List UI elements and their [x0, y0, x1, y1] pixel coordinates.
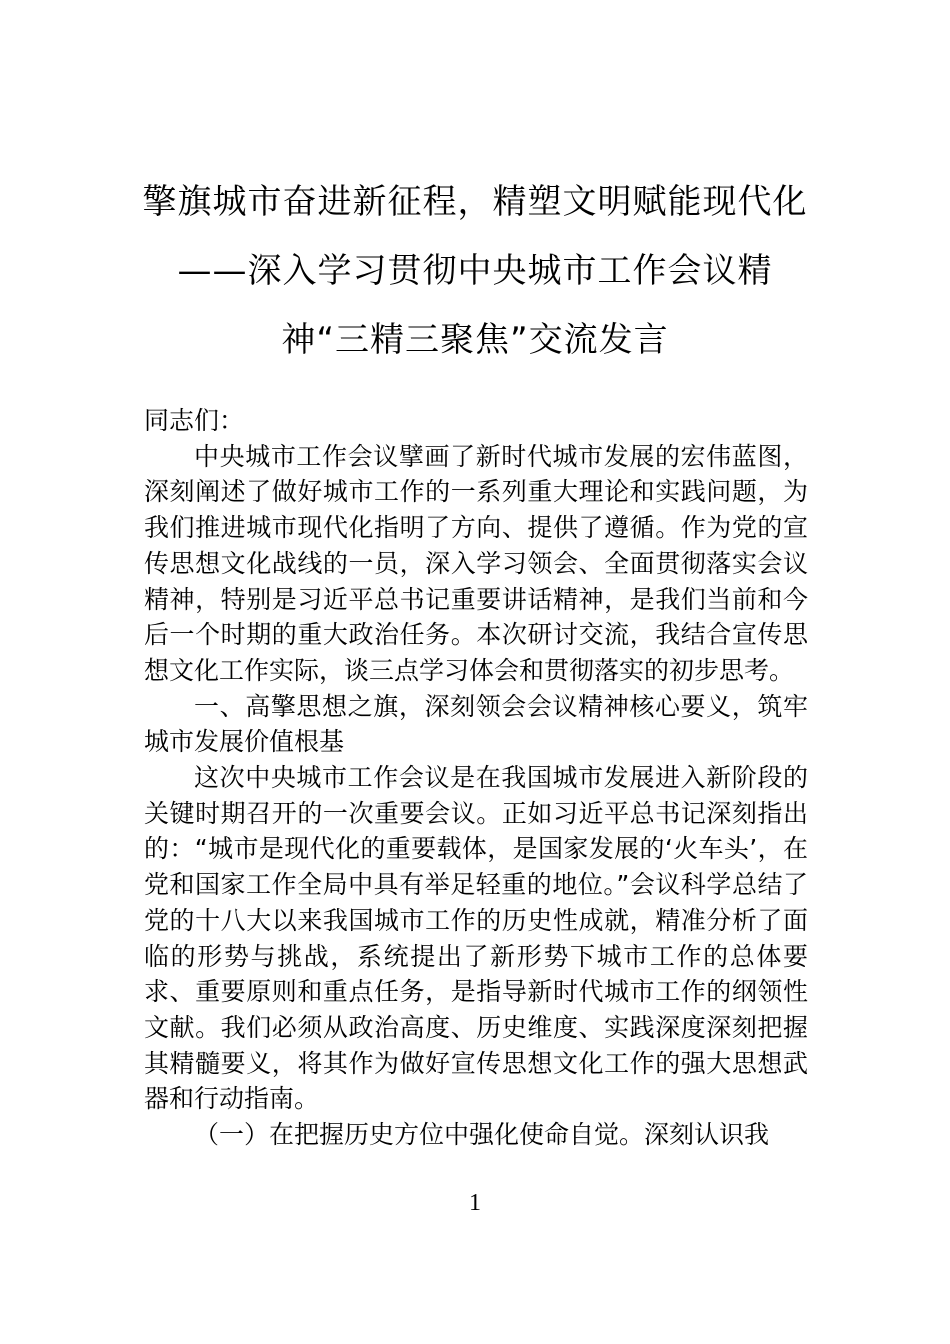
paragraph-intro: 中央城市工作会议擘画了新时代城市发展的宏伟蓝图，深刻阐述了做好城市工作的一系列重大理论和实践问题，为我们推进城市现代化指明了方向、提供了遵循。作为党的宣传思想文化战线的一员，深入学习领会、全面贯彻落实会议精神，特别是习近平总书记重要讲话精神，是我们当前和今后一个时期的重大政治任务。本次研讨交流，我结合宣传思想文化工作实际，谈三点学习体会和贯彻落实的初步思考。 [144, 441, 808, 685]
subheading-1-1: （一）在把握历史方位中强化使命自觉。深刻认识我 [194, 1120, 770, 1150]
document-body [144, 403, 808, 1153]
page-number: 1 [469, 1190, 481, 1216]
document-title: 擎旗城市奋进新征程，精塑文明赋能现代化——深入学习贯彻中央城市工作会议精神“三精三聚焦”交流发言 [142, 182, 808, 360]
salutation: 同志们： [144, 406, 245, 435]
paragraph-section-1: 这次中央城市工作会议是在我国城市发展进入新阶段的关键时期召开的一次重要会议。正如习近平总书记深刻指出的：“城市是现代化的重要载体，是国家发展的‘火车头’，在党和国家工作全局中具有举足轻重的地位。”会议科学总结了党的十八大以来我国城市工作的历史性成就，精准分析了面临的形势与挑战，系统提出了新形势下城市工作的总体要求、重要原则和重点任务，是指导新时代城市工作的纲领性文献。我们必须从政治高度、历史维度、实践深度深刻把握其精髓要义，将其作为做好宣传思想文化工作的强大思想武器和行动指南。 [144, 763, 808, 1114]
section-heading-1: 一、高擎思想之旗，深刻领会会议精神核心要义，筑牢城市发展价值根基 [144, 691, 808, 757]
